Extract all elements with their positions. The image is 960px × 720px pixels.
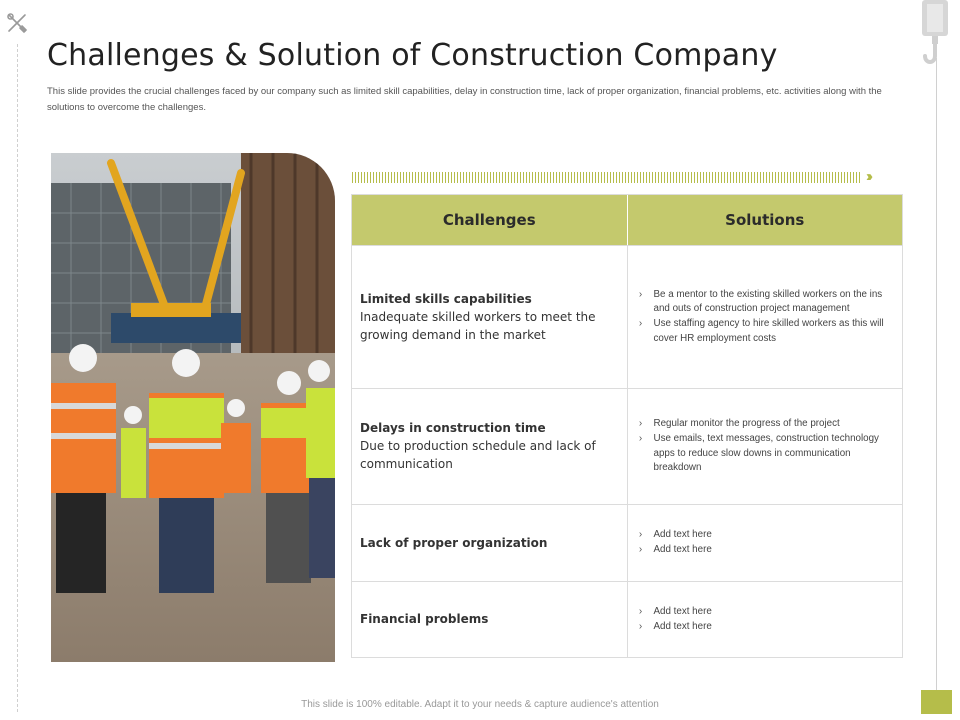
solution-item xyxy=(634,417,893,432)
challenge-cell xyxy=(352,246,627,388)
solution-item xyxy=(634,528,893,543)
chevron-right-icon: › xyxy=(638,418,643,430)
chevron-right-icon: › xyxy=(638,318,643,329)
chevrons-icon: ››› xyxy=(866,168,869,185)
challenge-title: Limited skills capabilities xyxy=(360,291,532,306)
solution-list xyxy=(634,528,893,557)
challenge-cell xyxy=(352,582,627,657)
crane-hook-icon xyxy=(918,0,952,74)
table-row xyxy=(352,581,902,657)
challenge-description: Inadequate skilled workers to meet the growing demand in the market xyxy=(360,309,596,342)
solution-text: Add text here xyxy=(653,620,712,632)
solution-cell xyxy=(627,389,903,504)
chevron-right-icon: › xyxy=(638,620,643,632)
table-row xyxy=(352,504,902,581)
challenge-cell xyxy=(352,389,627,504)
tools-icon xyxy=(6,12,28,34)
solution-text: Add text here xyxy=(653,529,712,541)
solution-text: Add text here xyxy=(653,605,712,617)
chevron-right-icon: › xyxy=(638,605,643,617)
chevron-right-icon: › xyxy=(638,529,643,541)
solution-item xyxy=(634,620,893,635)
solution-item xyxy=(634,288,893,317)
chevron-right-icon: › xyxy=(638,544,643,555)
challenge-title: Delays in construction time xyxy=(360,421,546,435)
solution-text: Use staffing agency to hire skilled workers as this will cover HR employment costs xyxy=(653,318,884,344)
header-solutions: Solutions xyxy=(627,195,903,245)
solution-text: Regular monitor the progress of the project xyxy=(653,418,840,430)
challenge-title: Lack of proper organization xyxy=(360,535,548,550)
solution-item xyxy=(634,543,893,558)
chevron-right-icon: › xyxy=(638,288,643,300)
table-row xyxy=(352,245,902,388)
slide-subtitle: This slide provides the crucial challenges faced by our company such as limited skill capabilities, delay in construction time, lack of proper organization, financial problems, etc. activities along with the solutions to overcome the challenges. xyxy=(47,86,882,113)
chevron-right-icon: › xyxy=(638,432,643,444)
challenge-title: Financial problems xyxy=(360,612,489,626)
slide-title: Challenges & Solution of Construction Company xyxy=(47,38,778,73)
decorative-stripe xyxy=(352,172,862,183)
solution-item xyxy=(634,605,893,620)
crane-cable-line xyxy=(936,58,937,690)
construction-workers-photo xyxy=(51,153,335,662)
solution-list xyxy=(634,417,893,475)
solution-text: Be a mentor to the existing skilled workers on the ins and outs of construction project management xyxy=(653,288,883,315)
solution-item xyxy=(634,432,893,476)
challenge-description: Due to production schedule and lack of communication xyxy=(360,439,596,471)
table-header xyxy=(352,195,902,245)
header-challenges: Challenges xyxy=(442,211,536,229)
challenges-solutions-table xyxy=(351,194,903,658)
solution-cell xyxy=(627,582,903,657)
left-dashed-guide xyxy=(17,44,18,712)
table-row xyxy=(352,388,902,504)
solution-list xyxy=(634,288,893,346)
solution-text: Add text here xyxy=(653,544,712,555)
solution-list xyxy=(634,605,893,634)
solution-cell xyxy=(627,246,903,388)
footer-note: This slide is 100% editable. Adapt it to your needs & capture audience's attention xyxy=(301,699,659,710)
solution-cell xyxy=(627,505,903,581)
solution-text: Use emails, text messages, construction technology apps to reduce slow downs in communication breakdown xyxy=(653,432,879,474)
challenge-cell xyxy=(352,505,627,581)
solution-item xyxy=(634,317,893,346)
